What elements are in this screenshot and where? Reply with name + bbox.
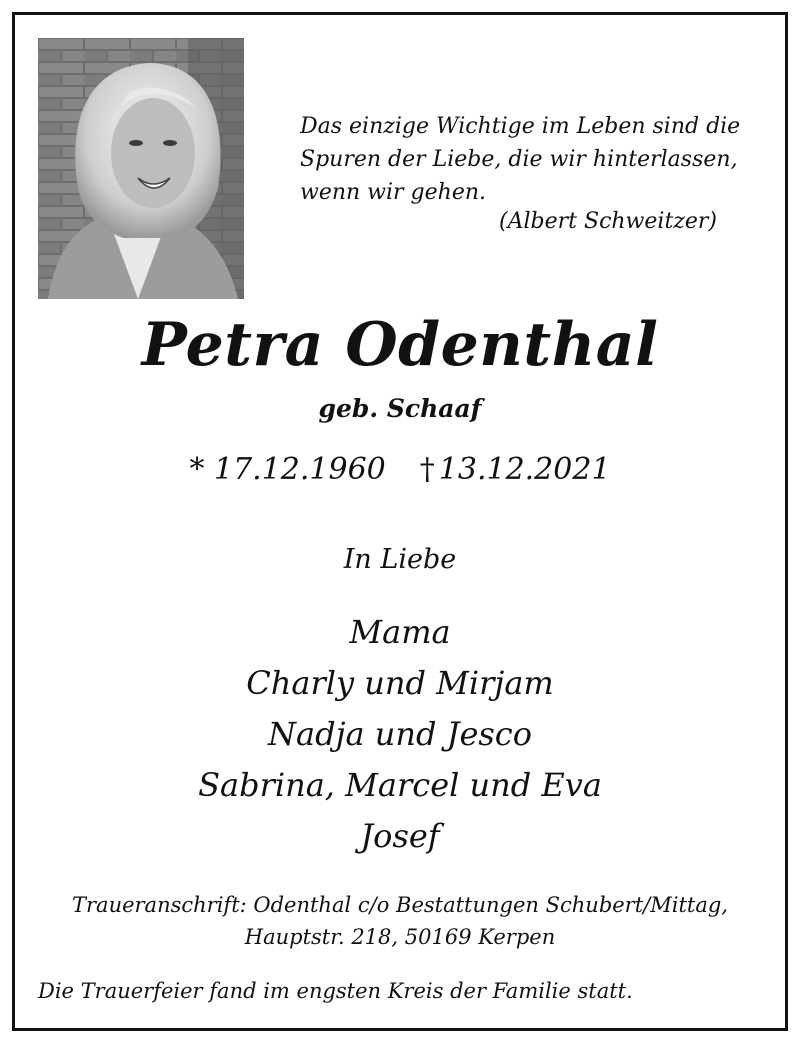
in-love-heading: In Liebe xyxy=(343,544,457,575)
quote-line: Das einzige Wichtige im Leben sind die xyxy=(300,114,741,139)
quote-line: Spuren der Liebe, die wir hinterlassen, xyxy=(300,147,738,172)
mourner: Josef xyxy=(360,817,440,855)
cross-icon: † xyxy=(419,452,435,487)
quote-author: (Albert Schweitzer) xyxy=(499,209,717,234)
maiden-name: geb. Schaaf xyxy=(318,394,482,423)
life-dates xyxy=(0,452,800,487)
mourner: Charly und Mirjam xyxy=(246,664,554,702)
address-line: Traueranschrift: Odenthal c/o Bestattungen Schubert/Mittag, xyxy=(72,893,728,917)
portrait-photo xyxy=(38,38,244,299)
funeral-note: Die Trauerfeier fand im engsten Kreis der Familie statt. xyxy=(38,979,633,1003)
mourning-address xyxy=(0,889,800,953)
portrait-image xyxy=(38,38,244,299)
quote-line: wenn wir gehen. xyxy=(300,180,487,205)
mourner: Nadja und Jesco xyxy=(268,715,532,753)
birth-date: * 17.12.1960 xyxy=(189,452,386,487)
deceased-name: Petra Odenthal xyxy=(141,310,659,380)
death-date: 13.12.2021 xyxy=(438,452,611,487)
mourner: Sabrina, Marcel und Eva xyxy=(198,766,602,804)
address-line: Hauptstr. 218, 50169 Kerpen xyxy=(244,925,556,949)
quote xyxy=(300,110,760,209)
mourner: Mama xyxy=(349,613,451,651)
mourners-list xyxy=(0,607,800,862)
